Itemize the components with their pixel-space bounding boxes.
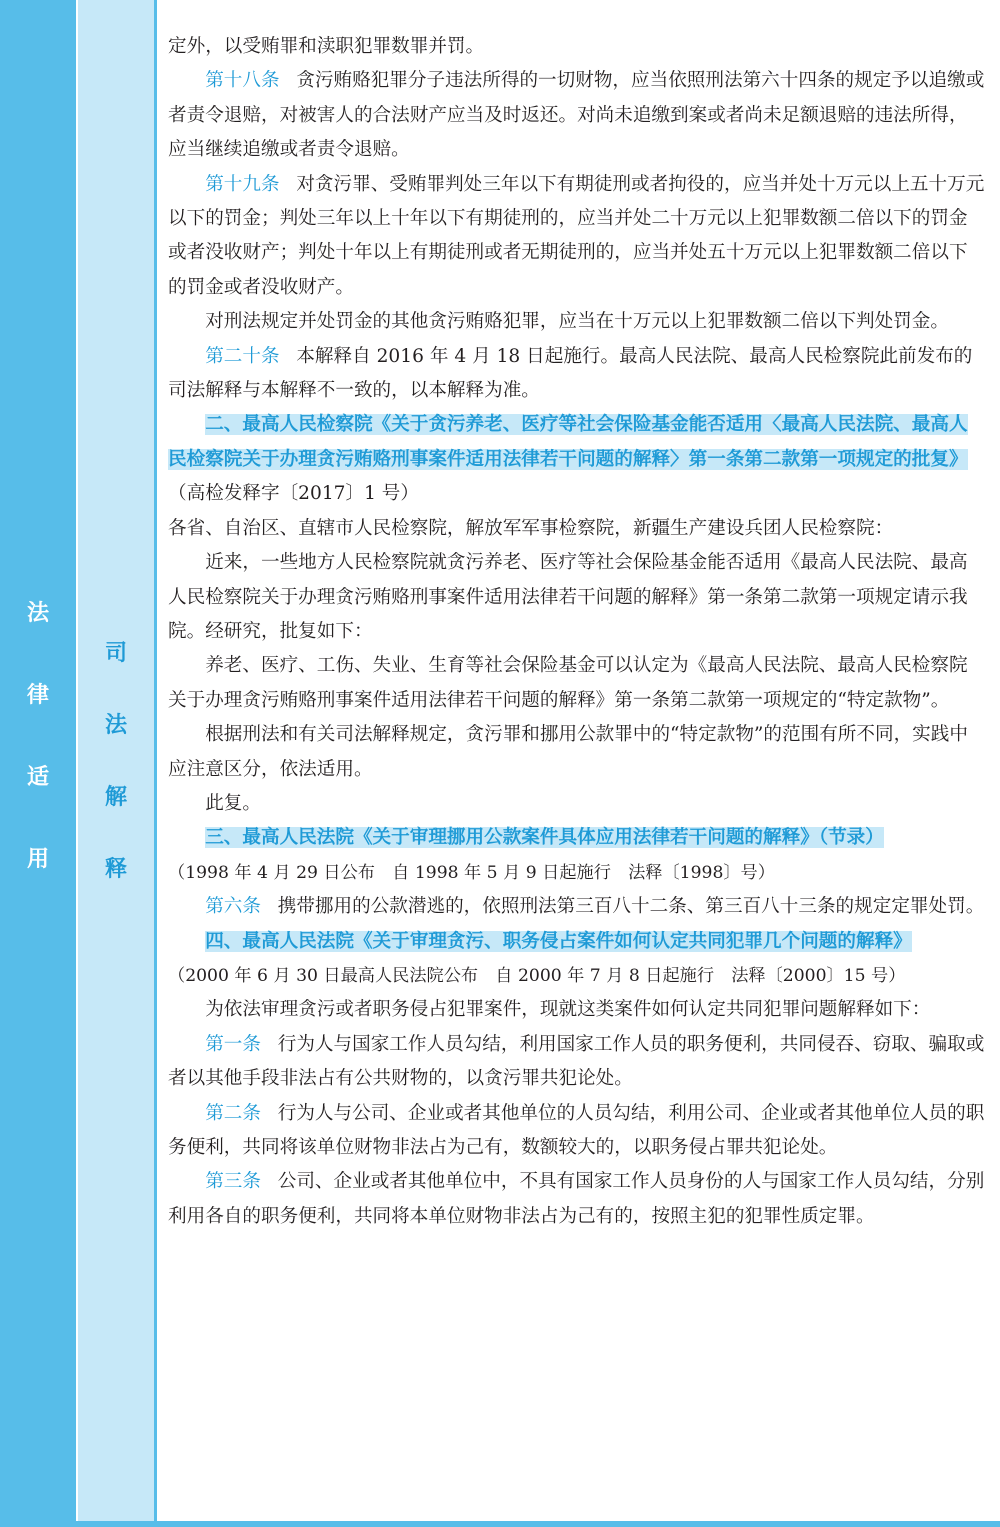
issuance-info: （1998 年 4 月 29 日公布 自 1998 年 5 月 9 日起施行 法释〔1998〕号）: [168, 862, 775, 883]
section-label-char: 法: [104, 713, 127, 738]
section-label-char: 解: [104, 785, 127, 810]
article-paragraph: [168, 1028, 986, 1097]
paragraph: 根据刑法和有关司法解释规定，贪污罪和挪用公款罪中的“特定款物”的范围有所不同，实践中应注意区分，依法适用。: [168, 724, 968, 780]
chapter-label-char: 法: [26, 601, 49, 626]
section-heading: [168, 408, 986, 511]
article-label: 第六条: [205, 896, 261, 918]
article-label: 第一条: [205, 1033, 261, 1055]
article-paragraph: [168, 168, 986, 306]
article-label: 第十九条: [205, 173, 280, 195]
section-label-char: 司: [104, 641, 127, 666]
article-text: 贪污贿赂犯罪分子违法所得的一切财物，应当依照刑法第六十四条的规定予以追缴或者责令退赔，对被害人的合法财产应当及时返还。对尚未追缴到案或者尚未足额退赔的违法所得，应当继续追缴或者责令退赔。: [168, 70, 985, 161]
chapter-label-char: 适: [26, 765, 49, 790]
chapter-label-char: 律: [26, 683, 49, 708]
article-label: 第二十条: [205, 345, 280, 367]
paragraph: 养老、医疗、工伤、失业、生育等社会保险基金可以认定为《最高人民法院、最高人民检察院关于办理贪污贿赂刑事案件适用法律若干问题的解释》第一条第二款第一项规定的“特定款物”。: [168, 655, 968, 711]
chapter-label: [0, 596, 76, 878]
article-text: 公司、企业或者其他单位中，不具有国家工作人员身份的人与国家工作人员勾结，分别利用各自的职务便利，共同将本单位财物非法占为己有的，按照主犯的犯罪性质定罪。: [168, 1171, 985, 1227]
addressee: 各省、自治区、直辖市人民检察院，解放军军事检察院，新疆生产建设兵团人民检察院：: [168, 517, 894, 539]
paragraph: 对刑法规定并处罚金的其他贪污贿赂犯罪，应当在十万元以上犯罪数额二倍以下判处罚金。: [205, 311, 949, 333]
article-paragraph: [168, 1165, 986, 1234]
section-heading: [168, 925, 986, 959]
bottom-bar: [0, 1521, 1000, 1527]
article-label: 第二条: [205, 1102, 261, 1124]
article-text: 行为人与国家工作人员勾结，利用国家工作人员的职务便利，共同侵吞、窃取、骗取或者以其他手段非法占有公共财物的，以贪污罪共犯论处。: [168, 1033, 985, 1090]
article-paragraph: [168, 1097, 986, 1166]
article-text: 携带挪用的公款潜逃的，依照刑法第三百八十二条、第三百八十三条的规定定罪处罚。: [277, 896, 985, 918]
paragraph: 为依法审理贪污或者职务侵占犯罪案件，现就这类案件如何认定共同犯罪问题解释如下：: [205, 999, 931, 1021]
issuance-info: （2000 年 6 月 30 日最高人民法院公布 自 2000 年 7 月 8 日起施行 法释〔2000〕15 号）: [168, 965, 906, 986]
section-title: 四、最高人民法院《关于审理贪污、职务侵占案件如何认定共同犯罪几个问题的解释》: [205, 930, 912, 952]
article-label: 第三条: [205, 1171, 261, 1193]
section-heading: [168, 821, 986, 855]
article-text: 本解释自 2016 年 4 月 18 日起施行。最高人民法院、最高人民检察院此前发布的司法解释与本解释不一致的，以本解释为准。: [168, 345, 973, 402]
article-text: 对贪污罪、受贿罪判处三年以下有期徒刑或者拘役的，应当并处十万元以上五十万元以下的罚金；判处三年以上十年以下有期徒刑的，应当并处二十万元以上犯罪数额二倍以下的罚金或者没收财产；判处十年以上有期徒刑或者无期徒刑的，应当并处五十万元以上犯罪数额二倍以下的罚金或者没收财产。: [168, 173, 985, 298]
article-text: 行为人与公司、企业或者其他单位的人员勾结，利用公司、企业或者其他单位人员的职务便利，共同将该单位财物非法占为己有，数额较大的，以职务侵占罪共犯论处。: [168, 1102, 985, 1158]
section-label: [78, 636, 154, 888]
chapter-label-char: 用: [26, 847, 49, 872]
document-body: [168, 30, 986, 1234]
article-label: 第十八条: [205, 70, 280, 92]
paragraph: 定外，以受贿罪和渎职犯罪数罪并罚。: [168, 36, 485, 57]
section-title: 二、最高人民检察院《关于贪污养老、医疗等社会保险基金能否适用〈最高人民法院、最高人民检察院关于办理贪污贿赂刑事案件适用法律若干问题的解释〉第一条第二款第一项规定的批复》: [168, 414, 968, 470]
section-title: 三、最高人民法院《关于审理挪用公款案件具体应用法律若干问题的解释》（节录）: [205, 827, 884, 849]
document-number: （高检发释字〔2017〕1 号）: [168, 483, 419, 505]
article-paragraph: [168, 890, 986, 924]
article-paragraph: [168, 340, 986, 409]
paragraph: 近来，一些地方人民检察院就贪污养老、医疗等社会保险基金能否适用《最高人民法院、最高人民检察院关于办理贪污贿赂刑事案件适用法律若干问题的解释》第一条第二款第一项规定请示我院。经研究，批复如下：: [168, 552, 968, 642]
paragraph: 此复。: [205, 792, 261, 814]
article-paragraph: [168, 64, 986, 167]
section-label-char: 释: [104, 857, 127, 882]
side-divider: [154, 0, 157, 1521]
